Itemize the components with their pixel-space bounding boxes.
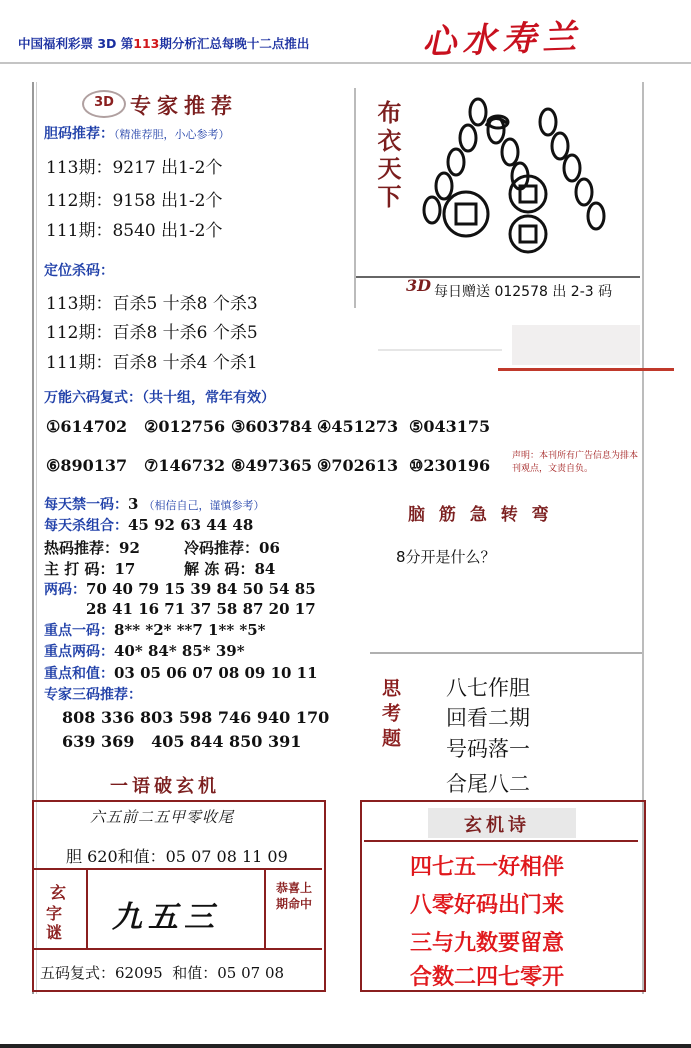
expert-title: 专家推荐 [130,93,238,118]
six-item: ③603784 [231,417,313,436]
dan-label [44,123,230,143]
six-item: ①614702 [46,417,128,436]
stat-key1 [44,620,266,640]
three-row-1: 808 336 803 598 746 940 170 [62,708,330,727]
three-label: 专家三码推荐： [44,687,142,703]
coin-necklace-illustration [408,92,636,264]
hot-label: 热码推荐： [44,539,120,557]
six-item: ⑤043175 [409,417,491,436]
kill-combo-label: 每天杀组合： [44,518,128,534]
keysum-label: 重点和值： [44,666,114,682]
main-label: 主 打 码： [44,560,115,578]
six-item: ⑩230196 [409,456,491,475]
poem-title: 玄机诗 [464,815,530,836]
six-item: ⑨702613 [317,456,399,475]
brain-question: 8分开是什么？ [396,548,496,566]
six-item: ②012756 [144,417,226,436]
yiyu-divider-2 [34,948,322,950]
kill-row-1: 113期：百杀5 十杀8 个杀3 [46,294,258,314]
stat-hot [44,537,140,558]
poem-divider [364,840,638,842]
ban-value: 3 [128,495,139,513]
thinking-line-1: 八七作胆 [446,676,530,700]
congrats-text: 恭喜上期命中 [276,881,313,911]
scan-artifact-line [498,368,674,371]
scan-artifact [512,325,640,365]
thinking-line-3: 号码落一 [446,737,530,761]
five-code: 五码复式：62095 和值：05 07 08 [40,964,285,982]
six-item: ⑥890137 [46,456,128,475]
riddle-label: 字谜 [46,904,63,942]
riddle-text: 九五三 [112,900,220,935]
notice-text: 声明：本刊所有广告信息为排本刊观点，文责自负。 [512,451,639,474]
logo-3d-badge [82,90,126,118]
ban-label: 每天禁一码： [44,497,128,513]
picture-gift-line [356,276,640,278]
poem-line-2: 八零好码出门来 [410,893,565,918]
key1-value: 8** *2* **7 1** *5* [114,621,266,639]
poem-line-4: 合数二四七零开 [410,965,565,990]
dan-label-text: 胆码推荐： [44,126,114,142]
two-row-2: 28 41 16 71 37 58 87 20 17 [86,600,316,618]
thinking-label: 思考题 [379,678,401,753]
thinking-line-4: 合尾八二 [446,772,530,796]
dan-row-1: 113期：9217 出1-2个 [46,158,223,178]
unfreeze-value: 84 [254,560,276,578]
logo-3d-text: 3D [94,95,114,110]
header-title [18,34,309,52]
picture-gift-logo: 3D [406,276,432,295]
poem-line-1: 四七五一好相伴 [410,855,565,880]
two-row-1: 70 40 79 15 39 84 50 54 85 [86,580,316,598]
kill-row-2: 112期：百杀8 十杀6 个杀5 [46,323,258,343]
stat-two [44,579,316,599]
unfreeze-label: 解 冻 码： [184,560,255,578]
dan-row-3: 111期：8540 出1-2个 [46,221,223,241]
six-item: ⑧497365 [231,456,313,475]
kill-combo-value: 45 92 63 44 48 [128,516,254,534]
stat-keysum [44,663,318,683]
thinking-line-2: 回看二期 [446,706,530,730]
poem-line-3: 三与九数要留意 [410,931,565,956]
six-item: ④451273 [317,417,399,436]
yiyu-handwriting: 六五前二五甲零收尾 [90,808,235,826]
stat-unfreeze [184,558,275,579]
scan-artifact-line2 [378,349,502,351]
stat-key2 [44,641,245,661]
brand-logo: 心水寿兰 [421,17,583,63]
brain-title: 脑 筋 急 转 弯 [408,505,553,525]
six-row-2 [46,456,490,475]
hot-value: 92 [119,539,140,557]
yiyu-dan-sum: 胆 620和值：05 07 08 11 09 [66,847,288,866]
stat-main [44,558,135,579]
six-label: 万能六码复式：（共十组，常年有效） [44,390,275,406]
ban-note: （相信自己，谨慎参考） [143,499,265,512]
bottom-rule [0,1044,691,1048]
three-row-2: 639 369 405 844 850 391 [62,732,302,751]
picture-gift-text: 每日赠送 012578 出 2-3 码 [434,284,613,300]
stat-cold [184,537,280,558]
main-value: 17 [114,560,136,578]
header-bar [0,0,691,64]
key2-value: 40* 84* 85* 39* [114,642,245,660]
cold-value: 06 [259,539,280,557]
header-prefix: 中国福利彩票 3D 第 [18,36,134,51]
six-row-1 [46,417,490,436]
six-item: ⑦146732 [144,456,226,475]
stat-ban [44,494,265,514]
stat-kill-combo [44,515,253,535]
kill-row-3: 111期：百杀8 十杀4 个杀1 [46,353,258,373]
key2-label: 重点两码： [44,644,114,660]
dan-note: （精准荐胆，小心参考） [114,128,230,141]
yiyu-title: 一语破玄机 [110,776,220,797]
brain-panel-border [370,652,642,654]
key1-label: 重点一码： [44,623,114,639]
dan-row-2: 112期：9158 出1-2个 [46,191,223,211]
kill-label: 定位杀码： [44,263,114,279]
two-label: 两码： [44,582,86,598]
header-suffix: 期分析汇总每晚十二点推出 [159,36,310,51]
header-issue: 113 [133,36,160,51]
cold-label: 冷码推荐： [184,539,260,557]
riddle-label-top: 玄 [50,883,67,902]
picture-vertical-title: 布衣天下 [373,100,402,212]
keysum-value: 03 05 06 07 08 09 10 11 [114,664,318,682]
